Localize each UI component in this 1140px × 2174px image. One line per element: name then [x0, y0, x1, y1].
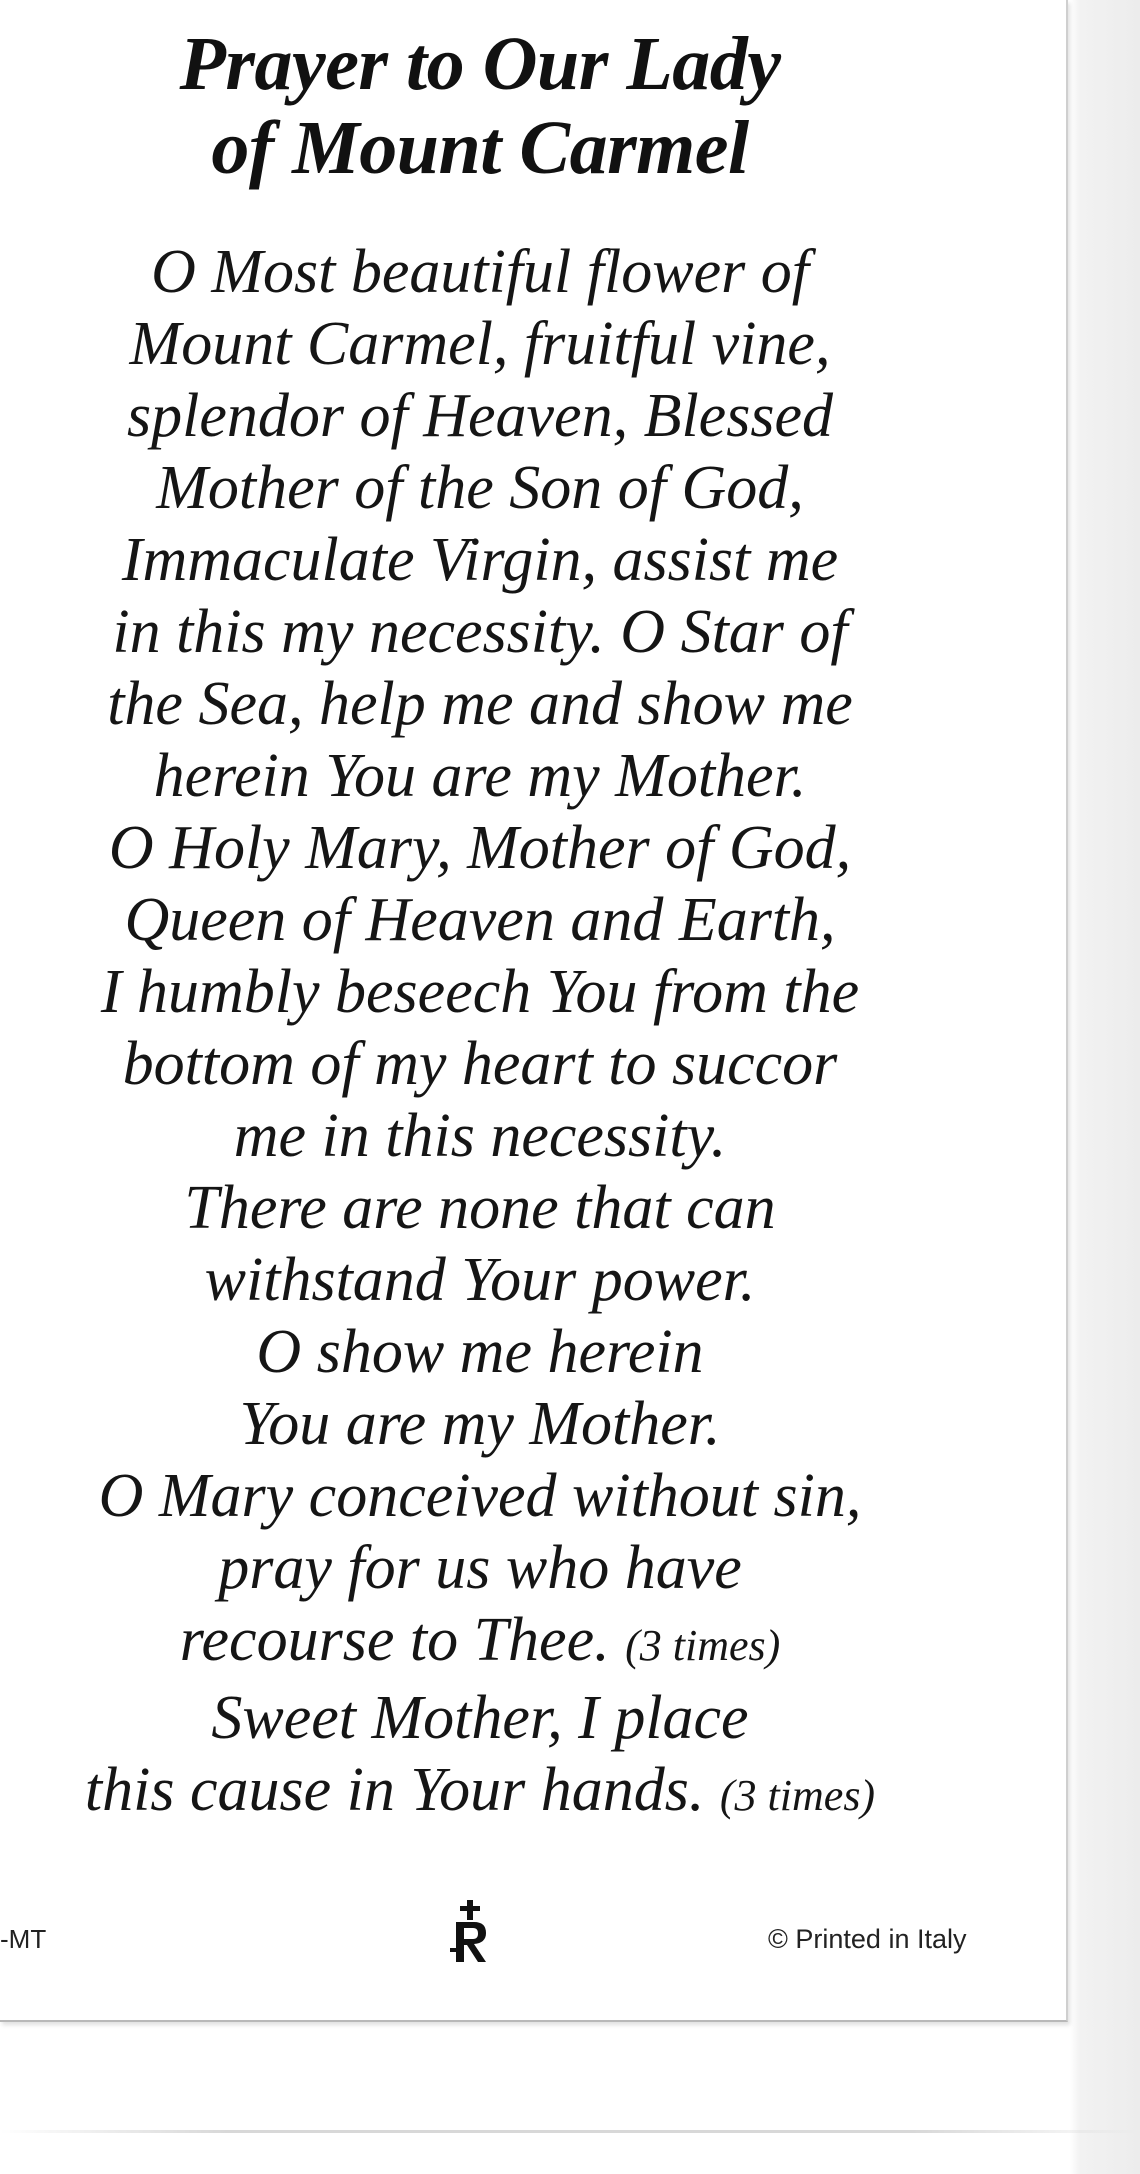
- prayer-line-text: this cause in Your hands.: [84, 1756, 705, 1824]
- prayer-line-text: splendor of Heaven, Blessed: [127, 382, 833, 450]
- product-code: -MT: [0, 1924, 47, 1954]
- prayer-line-text: O Mary conceived without sin,: [98, 1462, 862, 1530]
- prayer-line: [0, 1028, 960, 1100]
- prayer-line: [0, 1532, 960, 1604]
- prayer-line-text: O Holy Mary, Mother of God,: [108, 814, 852, 882]
- prayer-line: [0, 1682, 960, 1754]
- prayer-line: [0, 740, 960, 812]
- prayer-line-text: bottom of my heart to succor: [122, 1030, 838, 1098]
- prayer-line-text: You are my Mother.: [239, 1390, 721, 1458]
- prayer-line-text: herein You are my Mother.: [153, 742, 807, 810]
- prayer-line: [0, 956, 960, 1028]
- prayer-line-text: Mother of the Son of God,: [156, 454, 804, 522]
- prayer-line: [0, 668, 960, 740]
- prayer-line: [0, 524, 960, 596]
- prayer-line: [0, 1244, 960, 1316]
- prayer-text: [0, 236, 960, 1832]
- repeat-note: (3 times): [719, 1771, 876, 1820]
- imprimatur-cross-icon: [444, 1900, 496, 1964]
- prayer-line-text: Mount Carmel, fruitful vine,: [129, 310, 831, 378]
- prayer-title: [0, 22, 960, 190]
- prayer-line-text: O show me herein: [256, 1318, 704, 1386]
- prayer-line: [0, 1316, 960, 1388]
- prayer-line: [0, 1460, 960, 1532]
- prayer-line-text: pray for us who have: [218, 1534, 742, 1602]
- prayer-line-text: recourse to Thee.: [179, 1606, 610, 1674]
- prayer-line-text: the Sea, help me and show me: [107, 670, 853, 738]
- prayer-line: [0, 1100, 960, 1172]
- prayer-line-text: I humbly beseech You from the: [100, 958, 860, 1026]
- prayer-line-text: withstand Your power.: [204, 1246, 756, 1314]
- title-line: of Mount Carmel: [211, 106, 749, 190]
- prayer-line: [0, 308, 960, 380]
- prayer-line-text: me in this necessity.: [233, 1102, 727, 1170]
- repeat-note: (3 times): [625, 1621, 781, 1670]
- prayer-line-text: There are none that can: [184, 1174, 776, 1242]
- scan-edge-line: [0, 2130, 1140, 2133]
- prayer-line: [0, 1388, 960, 1460]
- prayer-line-text: Sweet Mother, I place: [211, 1684, 749, 1752]
- prayer-line: [0, 1172, 960, 1244]
- title-line: Prayer to Our Lady: [179, 22, 781, 106]
- prayer-line-text: Queen of Heaven and Earth,: [124, 886, 836, 954]
- prayer-line: [0, 452, 960, 524]
- prayer-line: [0, 1604, 960, 1682]
- prayer-line: [0, 236, 960, 308]
- prayer-line: [0, 380, 960, 452]
- prayer-line-text: Immaculate Virgin, assist me: [121, 526, 839, 594]
- prayer-line: [0, 596, 960, 668]
- prayer-line: [0, 1754, 960, 1832]
- prayer-line-text: in this my necessity. O Star of: [112, 598, 848, 666]
- printed-in-italy: © Printed in Italy: [768, 1924, 967, 1954]
- prayer-line: [0, 884, 960, 956]
- prayer-line-text: O Most beautiful flower of: [151, 238, 809, 306]
- prayer-line: [0, 812, 960, 884]
